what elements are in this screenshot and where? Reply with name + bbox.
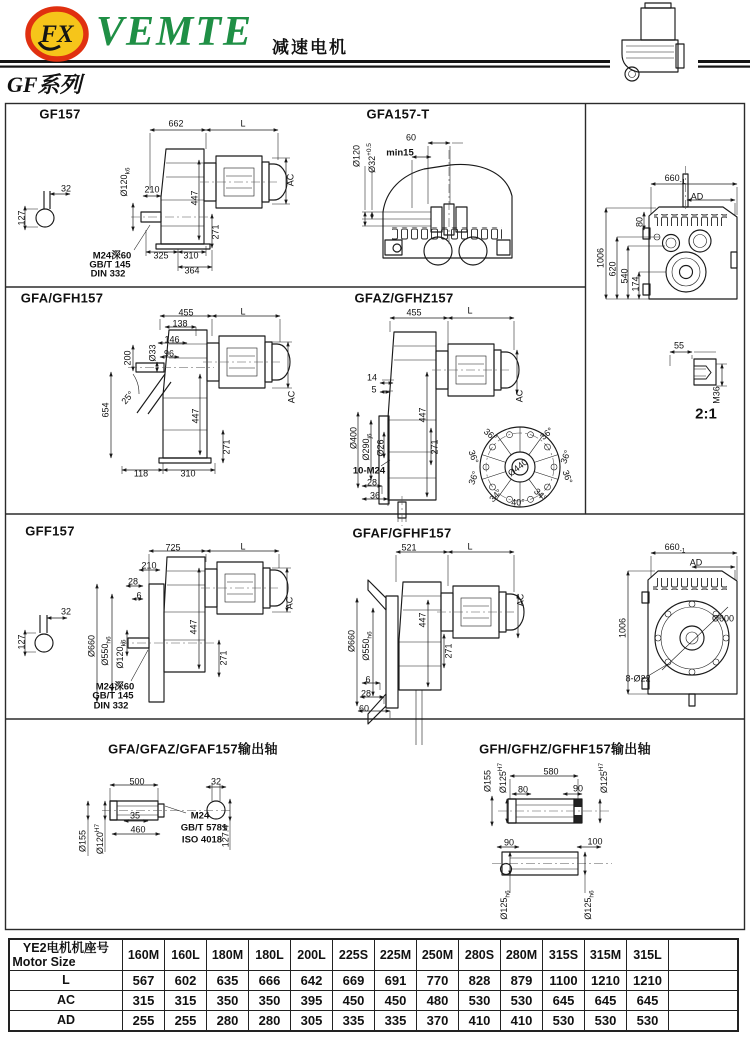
detail-2to1-label: 2:1 — [695, 405, 717, 423]
gf157-label: DIN 332 — [90, 268, 126, 280]
gfaz-gfhz157-label: 40° — [511, 497, 525, 508]
gfaz-gfhz157-label: 271 — [429, 439, 440, 455]
shaft-a-label: GB/T 5781 — [180, 822, 228, 834]
rear-bottom-label: Ø600 — [711, 613, 735, 624]
gfa-gfh157-label: 146 — [164, 334, 180, 345]
size-value-cell: 410 — [459, 1011, 501, 1032]
size-value-cell: 255 — [123, 1011, 165, 1032]
size-value-cell: 315 — [123, 991, 165, 1011]
size-value-cell: 530 — [459, 991, 501, 1011]
size-value-cell: 828 — [459, 971, 501, 991]
shaft-a-label: 35 — [129, 810, 141, 821]
size-value-cell: 666 — [249, 971, 291, 991]
gfaz-gfhz157-label: Ø440 — [505, 456, 530, 479]
gf157-label: $Ø120_{k6}$ — [118, 167, 132, 197]
gfaz-gfhz157-label: 447 — [417, 407, 428, 423]
gfaz-gfhz157-title: GFAZ/GFHZ157 — [354, 290, 454, 306]
gff157-label: GB/T 145 — [92, 690, 134, 702]
series-label: GF系列 — [7, 72, 82, 97]
shaft-h-label: Ø155 — [482, 769, 493, 793]
rear-top-label: 174 — [630, 276, 641, 292]
rear-bottom-drawing — [628, 553, 737, 706]
shaft-a-title: GFA/GFAZ/GFAF157输出轴 — [108, 741, 278, 757]
rear-top-drawing — [606, 166, 737, 299]
size-value-cell: 1210 — [585, 971, 627, 991]
gfaz-gfhz157-label: 28 — [366, 477, 378, 488]
gfa-gfh157-label: 271 — [221, 439, 232, 455]
gfaz-gfhz157-label: AC — [514, 389, 525, 403]
gff157-label: Ø660 — [86, 634, 97, 658]
gff157-drawing — [25, 551, 291, 702]
size-value-cell: 315 — [165, 991, 207, 1011]
detail-2to1-label: M36 — [711, 386, 722, 404]
size-value-cell: 370 — [417, 1011, 459, 1032]
size-value-cell: 645 — [585, 991, 627, 1011]
rear-bottom-label: 8-Ø22 — [625, 673, 651, 684]
size-value-cell: 645 — [543, 991, 585, 1011]
rear-top-label: 1006 — [595, 247, 606, 269]
size-value-cell: 691 — [375, 971, 417, 991]
rear-bottom-label: AD — [689, 557, 703, 568]
size-column-header: 180M — [207, 939, 249, 971]
size-column-header: 250M — [417, 939, 459, 971]
gf157-label: 325 — [153, 250, 169, 261]
size-column-header: 280M — [501, 939, 543, 971]
gfaf-gfhf157-label: 271 — [443, 643, 454, 659]
gfa-gfh157-drawing — [111, 316, 292, 474]
size-value-cell: 280 — [249, 1011, 291, 1032]
size-value-cell: 530 — [543, 1011, 585, 1032]
size-column-header: 315S — [543, 939, 585, 971]
size-column-header — [669, 939, 739, 971]
size-column-header: 280S — [459, 939, 501, 971]
size-value-cell: 480 — [417, 991, 459, 1011]
shaft-h-title: GFH/GFHZ/GFHF157输出轴 — [479, 741, 651, 757]
shaft-h-label: 90 — [572, 783, 584, 794]
gf157-label: M24深60 — [92, 250, 132, 262]
shaft-a-label: 127.4 — [220, 824, 231, 848]
shaft-a-label: $Ø120^{H7}$ — [94, 823, 105, 855]
gfaz-gfhz157-label: Ø26 — [375, 439, 386, 457]
page-title: 减速电机 — [272, 38, 348, 57]
gff157-label: 127 — [16, 634, 27, 650]
size-value-cell: 602 — [165, 971, 207, 991]
detail-2to1-drawing — [670, 352, 727, 386]
gfaz-gfhz157-label: 34° — [487, 487, 504, 504]
size-value-cell: 395 — [291, 991, 333, 1011]
gfaf-gfhf157-label: L — [467, 541, 473, 552]
gfaz-gfhz157-label: 36 — [369, 490, 381, 501]
rear-bottom-label: 1006 — [617, 617, 628, 639]
shaft-h-label: 80 — [517, 784, 529, 795]
gfa-gfh157-label: 25° — [119, 389, 136, 407]
page-frame — [6, 104, 745, 930]
rear-top-label: $660_{-1}$ — [664, 172, 686, 186]
gfaf-gfhf157-label: 447 — [417, 612, 428, 628]
size-value-cell: 530 — [585, 1011, 627, 1032]
table-row — [9, 991, 738, 1011]
gfaz-gfhz157-label: $Ø290_{j6}$ — [360, 433, 374, 461]
gfaz-gfhz157-label: 36° — [466, 469, 481, 486]
gfa157t-drawing — [362, 143, 512, 265]
gfaf-gfhf157-label: 521 — [401, 542, 417, 553]
shaft-a-label: 460 — [130, 824, 146, 835]
gfaz-gfhz157-label: 36° — [560, 468, 575, 485]
dim-row-label: AC — [9, 991, 123, 1011]
gfa-gfh157-label: 310 — [180, 468, 196, 479]
size-value-cell: 567 — [123, 971, 165, 991]
gf157-label: 271 — [210, 224, 221, 240]
gfa157t-label: $Ø32^{+0.5}$ — [366, 143, 377, 173]
shaft-a-label: ISO 4018 — [181, 834, 223, 846]
gfa157t-label: min15 — [386, 147, 414, 159]
gff157-label: AC — [284, 596, 295, 610]
size-column-header: 225M — [375, 939, 417, 971]
gfaz-gfhz157-drawing — [358, 318, 560, 526]
gfaf-gfhf157-title: GFAF/GFHF157 — [352, 525, 452, 541]
gfa-gfh157-label: 96 — [163, 348, 175, 359]
gfaf-gfhf157-drawing — [357, 552, 524, 745]
gff157-label: 271 — [218, 650, 229, 666]
gff157-label: $Ø120_{k6}$ — [114, 639, 128, 669]
gff157-label: 32 — [60, 606, 72, 617]
gfa-gfh157-label: 138 — [172, 318, 188, 329]
rear-top-label: 620 — [607, 261, 618, 277]
size-column-header: 315L — [627, 939, 669, 971]
gff157-title: GFF157 — [25, 523, 75, 539]
size-column-header: 180L — [249, 939, 291, 971]
gff157-label: 6 — [136, 590, 142, 601]
gf157-label: 447 — [189, 190, 200, 206]
size-value-cell: 450 — [333, 991, 375, 1011]
gf157-label: 364 — [184, 265, 200, 276]
gf157-label: 127 — [16, 210, 27, 226]
gfaz-gfhz157-label: L — [467, 305, 473, 316]
gfaf-gfhf157-label: Ø660 — [346, 629, 357, 653]
gfaf-gfhf157-label: 60 — [358, 703, 370, 714]
size-value-cell: 255 — [165, 1011, 207, 1032]
gfaf-gfhf157-label: 28 — [360, 688, 372, 699]
gfaz-gfhz157-label: 36° — [481, 426, 499, 443]
size-column-header: 160M — [123, 939, 165, 971]
size-value-cell: 770 — [417, 971, 459, 991]
gff157-label: M24深60 — [95, 681, 135, 693]
gf157-label: 310 — [183, 250, 199, 261]
size-value-cell: 530 — [501, 991, 543, 1011]
gff157-label: 210 — [141, 560, 157, 571]
gf157-label: L — [240, 118, 246, 129]
rear-top-label: 540 — [619, 268, 630, 284]
size-value-cell: 410 — [501, 1011, 543, 1032]
shaft-a-label: 32 — [210, 776, 222, 787]
gfaz-gfhz157-label: 455 — [406, 307, 422, 318]
gfaz-gfhz157-label: 36° — [558, 448, 573, 465]
size-value-cell — [669, 971, 739, 991]
gfaz-gfhz157-label: 34° — [532, 486, 549, 503]
motor-size-table — [8, 938, 739, 1032]
size-value-cell: 1210 — [627, 971, 669, 991]
gfaf-gfhf157-label: $Ø550_{h6}$ — [360, 631, 374, 661]
detail-2to1-label: 55 — [673, 340, 685, 351]
shaft-h-label: 580 — [543, 766, 559, 777]
gff157-label: $Ø550_{h6}$ — [99, 636, 113, 666]
motor-size-header: YE2电机机座号 Motor Size — [9, 939, 123, 971]
dim-row-label: L — [9, 971, 123, 991]
rear-top-label: AD — [690, 191, 704, 202]
gfa-gfh157-title: GFA/GFH157 — [20, 290, 104, 306]
size-value-cell: 280 — [207, 1011, 249, 1032]
gfaf-gfhf157-label: 6 — [365, 674, 371, 685]
size-value-cell — [669, 1011, 739, 1032]
gf157-label: 210 — [144, 184, 160, 195]
gff157-label: 447 — [188, 619, 199, 635]
rear-bottom-label: $660_{-1}$ — [664, 541, 686, 555]
gf157-drawing — [25, 130, 290, 271]
gfaf-gfhf157-label: AC — [515, 593, 526, 607]
shaft-h-drawing — [492, 776, 612, 893]
size-value-cell: 335 — [333, 1011, 375, 1032]
gfa-gfh157-label: 200 — [122, 350, 133, 366]
size-column-header: 225S — [333, 939, 375, 971]
size-value-cell: 635 — [207, 971, 249, 991]
gfa-gfh157-label: 455 — [178, 307, 194, 318]
gfa157t-title: GFA157-T — [366, 106, 430, 122]
gfa157t-label: Ø120 — [351, 144, 362, 168]
gff157-label: 725 — [165, 542, 181, 553]
size-value-cell: 450 — [375, 991, 417, 1011]
size-value-cell — [669, 991, 739, 1011]
gfaz-gfhz157-label: Ø400 — [348, 426, 359, 450]
gfaz-gfhz157-label: 36° — [538, 425, 556, 442]
size-value-cell: 305 — [291, 1011, 333, 1032]
size-column-header: 315M — [585, 939, 627, 971]
shaft-h-label: $Ø125_{h6}$ — [498, 890, 512, 920]
size-value-cell: 645 — [627, 991, 669, 1011]
shaft-a-label: M24 — [190, 810, 210, 822]
gfa157t-label: 60 — [405, 132, 417, 143]
dim-row-label: AD — [9, 1011, 123, 1032]
size-value-cell: 642 — [291, 971, 333, 991]
shaft-h-label: 90 — [503, 837, 515, 848]
size-value-cell: 530 — [627, 1011, 669, 1032]
gfa-gfh157-label: 447 — [190, 408, 201, 424]
gfa-gfh157-label: 654 — [100, 402, 111, 418]
size-value-cell: 1100 — [543, 971, 585, 991]
gf157-label: 662 — [168, 118, 184, 129]
motor-thumbnail-icon — [610, 0, 698, 84]
rear-top-label: 80 — [634, 216, 645, 228]
gfaz-gfhz157-label: 36° — [466, 448, 481, 465]
gf157-label: GB/T 145 — [89, 259, 131, 271]
gfaz-gfhz157-label: 5 — [371, 384, 377, 395]
size-value-cell: 350 — [249, 991, 291, 1011]
gf157-label: 32 — [60, 183, 72, 194]
shaft-a-label: Ø155 — [77, 829, 88, 853]
shaft-h-label: $Ø125^{H7}$ — [497, 762, 508, 794]
shaft-h-label: $Ø125^{H7}$ — [598, 762, 609, 794]
brand-name: VEMTE — [96, 9, 254, 55]
size-column-header: 200L — [291, 939, 333, 971]
brand-logo — [28, 9, 86, 59]
gff157-label: DIN 332 — [93, 700, 129, 712]
gfa-gfh157-label: Ø33 — [147, 344, 158, 362]
gff157-label: 28 — [127, 576, 139, 587]
size-column-header: 160L — [165, 939, 207, 971]
gfa-gfh157-label: L — [240, 306, 246, 317]
gff157-label: L — [240, 541, 246, 552]
shaft-h-label: 100 — [587, 836, 603, 847]
shaft-a-label: 500 — [129, 776, 145, 787]
size-value-cell: 879 — [501, 971, 543, 991]
size-value-cell: 350 — [207, 991, 249, 1011]
table-row — [9, 971, 738, 991]
logo-text: FX — [40, 21, 74, 48]
gfaz-gfhz157-label: 10-M24 — [352, 465, 386, 477]
gf157-title: GF157 — [39, 106, 81, 122]
shaft-h-label: $Ø125_{h6}$ — [582, 890, 596, 920]
gf157-label: AC — [285, 173, 296, 187]
gfaz-gfhz157-label: 14 — [366, 372, 378, 383]
table-row — [9, 1011, 738, 1032]
gfa-gfh157-label: 118 — [133, 468, 149, 479]
gfa-gfh157-label: AC — [286, 390, 297, 404]
shaft-a-drawing — [88, 784, 232, 856]
size-value-cell: 335 — [375, 1011, 417, 1032]
size-value-cell: 669 — [333, 971, 375, 991]
